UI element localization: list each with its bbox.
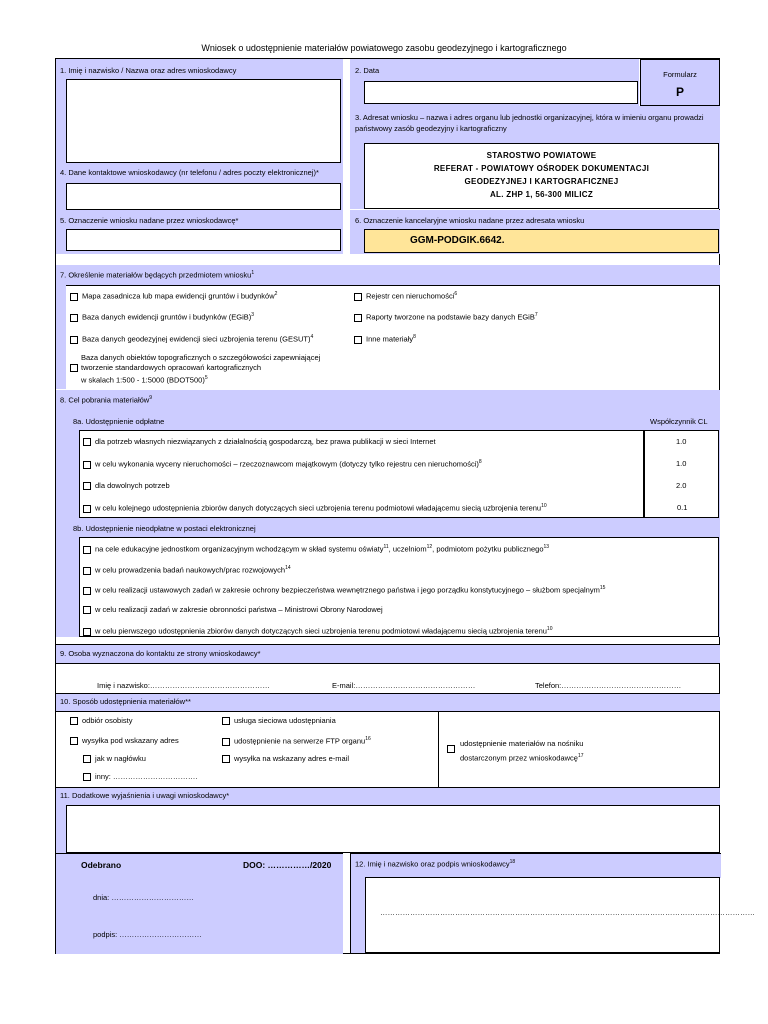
purpose-any-text: dla dowolnych potrzeb <box>95 481 170 490</box>
delivery-media-line-2-text: dostarczonym przez wnioskodawcę <box>460 753 578 763</box>
checkbox[interactable] <box>83 587 91 595</box>
section-11-side <box>56 805 66 853</box>
checkbox[interactable] <box>83 505 91 513</box>
mat-bdot-line-2: tworzenie standardowych opracowań kartograficznych <box>81 363 262 372</box>
received-signature[interactable]: podpis: …………………………… <box>93 930 202 939</box>
purpose-next-text: w celu kolejnego udostępnienia zbiorów danych dotyczących sieci uzbrojenia terenu podmiotowi władającemu siecią uzbrojenia terenu <box>95 503 542 513</box>
checkbox[interactable] <box>83 755 91 763</box>
contact-name-field[interactable]: Imię i nazwisko:………………………………………… <box>97 681 270 690</box>
free-research[interactable] <box>83 565 291 575</box>
checkbox[interactable] <box>83 482 91 490</box>
free-research-sup: 14 <box>285 565 291 571</box>
mat-gesut-sup: 4 <box>310 334 314 340</box>
free-edu-text: na cele edukacyjne jednostkom organizacyjnym wchodzącym w skład systemu oświaty <box>95 544 384 554</box>
free-edu-text-3: , podmiotom pożytku publicznego <box>432 544 544 554</box>
delivery-ftp-sup: 16 <box>365 736 371 742</box>
office-ref-value: GGM-PODGIK.6642. <box>410 235 505 246</box>
checkbox[interactable] <box>83 773 91 781</box>
section-3-label: 3. Adresat wniosku – nazwa i adres organu lub jednostki organizacyjnej, która w imieniu organu prowadzi państwowy zasób geodezyjny i kartograficzny <box>355 113 704 133</box>
form-title: Wniosek o udostępnienie materiałów powiatowego zasobu geodezyjnego i kartograficznego <box>201 43 567 53</box>
addressee-line-2: REFERAT - POWIATOWY OŚRODEK DOKUMENTACJI <box>433 164 650 173</box>
free-edu-sup-3: 13 <box>543 544 550 550</box>
delivery-email-text: wysyłka na wskazany adres e-mail <box>234 754 350 763</box>
delivery-pickup-text: odbiór osobisty <box>82 716 133 725</box>
mat-map[interactable] <box>70 291 277 301</box>
section-8-sup: 9 <box>149 395 152 401</box>
section-7-sup: 1 <box>251 270 255 276</box>
free-security-text: w celu realizacji ustawowych zadań w zakresie ochrony bezpieczeństwa wewnętrznego państwa i jego porządku konstytucyjnego – służbom specjalnym <box>95 585 600 595</box>
free-edu-sup-2: 12 <box>426 544 433 550</box>
purpose-next-sup: 10 <box>541 503 547 509</box>
free-first-sup: 10 <box>546 626 553 632</box>
section-1-label: 1. Imię i nazwisko / Nazwa oraz adres wnioskodawcy <box>60 66 237 75</box>
mat-gesut[interactable] <box>70 334 313 344</box>
section-6-label: 6. Oznaczenie kancelaryjne wniosku nadane przez adresata wniosku <box>355 216 585 225</box>
applicant-ref-field[interactable] <box>66 229 341 251</box>
free-edu-text-2: , uczelniom <box>388 544 427 554</box>
free-defense[interactable] <box>83 605 383 614</box>
mat-inne-text: Inne materiały <box>366 334 414 344</box>
mat-raporty-sup: 7 <box>534 312 538 318</box>
formularz-label: Formularz <box>663 70 697 79</box>
section-7-label-text: 7. Określenie materiałów będących przedmiotem wniosku <box>60 270 252 280</box>
section-12-sup: 18 <box>509 859 516 865</box>
mat-gesut-text: Baza danych geodezyjnej ewidencji sieci uzbrojenia terenu (GESUT) <box>82 334 311 344</box>
mat-raporty[interactable] <box>354 312 538 322</box>
checkbox[interactable] <box>83 461 91 469</box>
delivery-pickup[interactable] <box>70 716 132 725</box>
checkbox[interactable] <box>354 314 362 322</box>
delivery-ftp[interactable] <box>222 736 371 746</box>
cl-value-1: 1.0 <box>676 437 687 446</box>
free-first[interactable] <box>83 626 552 636</box>
delivery-email[interactable] <box>222 754 349 763</box>
addressee-line-1: STAROSTWO POWIATOWE <box>486 151 597 160</box>
mat-bdot-line-3 <box>81 373 320 386</box>
delivery-ftp-text: udostępnienie na serwerze FTP organu <box>234 736 366 746</box>
purpose-valuation-sup: 8 <box>478 459 482 465</box>
section-8-label <box>60 395 152 405</box>
free-edu[interactable] <box>83 544 549 554</box>
section-11-label: 11. Dodatkowe wyjaśnienia i uwagi wnioskodawcy* <box>60 791 230 800</box>
purpose-valuation[interactable] <box>83 459 482 469</box>
purpose-own-text: dla potrzeb własnych niezwiązanych z działalnością gospodarczą, bez prawa publikacji w sieci Internet <box>95 437 436 446</box>
section-7-label <box>60 270 254 280</box>
doo-label: DOO: ……………/2020 <box>243 860 332 870</box>
checkbox[interactable] <box>83 438 91 446</box>
delivery-header-address-text: jak w nagłówku <box>95 754 146 763</box>
addressee-line-3: GEODEZYJNEJ I KARTOGRAFICZNEJ <box>464 177 619 186</box>
mat-egib-text: Baza danych ewidencji gruntów i budynków (EGiB) <box>82 312 252 322</box>
mat-inne-sup: 8 <box>413 334 416 340</box>
section-12-label-text: 12. Imię i nazwisko oraz podpis wnioskodawcy <box>355 859 510 869</box>
free-security-sup: 15 <box>599 585 606 591</box>
cl-value-4: 0.1 <box>677 503 688 512</box>
section-8-label-text: 8. Cel pobrania materiałów <box>60 395 150 405</box>
signature-line: …………………………………………………………………………………………………………………………………… <box>380 908 755 917</box>
checkbox[interactable] <box>70 336 78 344</box>
cl-value-3: 2.0 <box>676 481 687 490</box>
cl-value-2: 1.0 <box>676 459 687 468</box>
free-defense-text: w celu realizacji zadań w zakresie obronności państwa – Ministrowi Obrony Narodowej <box>95 605 383 614</box>
purpose-next[interactable] <box>83 503 547 513</box>
checkbox[interactable] <box>447 745 455 753</box>
delivery-media-sup: 17 <box>577 753 584 759</box>
section-8b-label: 8b. Udostępnienie nieodpłatne w postaci elektronicznej <box>73 524 256 533</box>
received-date[interactable]: dnia: …………………………… <box>93 893 194 902</box>
delivery-header-address[interactable] <box>83 754 146 763</box>
addressee-line-4: AL. ZHP 1, 56-300 MILICZ <box>489 190 594 199</box>
section-4-label: 4. Dane kontaktowe wnioskodawcy (nr telefonu / adres poczty elektronicznej)* <box>60 168 319 177</box>
mat-bdot-sup: 5 <box>204 375 208 381</box>
checkbox[interactable] <box>83 567 91 575</box>
received-label: Odebrano <box>81 860 122 870</box>
delivery-media-checkbox-wrap[interactable] <box>447 744 459 753</box>
delivery-other[interactable] <box>83 772 198 781</box>
delivery-media-line-2 <box>460 750 584 765</box>
checkbox[interactable] <box>83 546 91 554</box>
checkbox[interactable] <box>354 336 362 344</box>
date-field[interactable] <box>364 81 638 104</box>
purpose-own[interactable] <box>83 437 436 446</box>
delivery-web-service-text: usługa sieciowa udostępniania <box>234 716 336 725</box>
section-4-side <box>56 183 66 210</box>
mat-map-sup: 2 <box>274 291 278 297</box>
purpose-valuation-text: w celu wykonania wyceny nieruchomości – rzeczoznawcom majątkowym (dotyczy tylko rejestru cen nieruchomości) <box>95 459 479 469</box>
mat-rcn-text: Rejestr cen nieruchomości <box>366 291 455 301</box>
free-security[interactable] <box>83 585 605 595</box>
mat-map-text: Mapa zasadnicza lub mapa ewidencji gruntów i budynków <box>82 291 275 301</box>
addressee-text <box>364 149 719 201</box>
section-12-label <box>355 859 515 869</box>
remarks-field[interactable] <box>66 805 720 853</box>
section-10-divider <box>438 711 439 787</box>
section-8a-label: 8a. Udostępnienie odpłatne <box>73 417 165 426</box>
formularz-value: P <box>675 85 684 99</box>
mat-egib[interactable] <box>70 312 254 322</box>
mat-rcn[interactable] <box>354 291 457 301</box>
checkbox[interactable] <box>70 293 78 301</box>
mat-egib-sup: 3 <box>251 312 255 318</box>
delivery-web-service[interactable] <box>222 716 336 725</box>
mat-inne[interactable] <box>354 334 416 344</box>
section-9-label: 9. Osoba wyznaczona do kontaktu ze strony wnioskodawcy* <box>60 649 261 658</box>
applicant-name-field[interactable] <box>66 79 341 163</box>
free-research-text: w celu prowadzenia badań naukowych/prac rozwojowych <box>95 565 286 575</box>
section-10-label: 10. Sposób udostępnienia materiałów** <box>60 697 191 706</box>
checkbox[interactable] <box>222 738 230 746</box>
delivery-media-text <box>460 737 584 765</box>
contact-field[interactable] <box>66 183 341 210</box>
delivery-other-text: inny: ……………………………. <box>95 772 198 781</box>
contact-phone-field[interactable]: Telefon:………………………………………… <box>535 681 682 690</box>
mat-bdot-line-3-text: w skalach 1:500 - 1:5000 (BDOT500) <box>81 375 205 385</box>
section-12-side <box>350 877 366 953</box>
cl-column-header: Współczynnik CL <box>650 417 708 426</box>
mat-bdot-text <box>81 353 320 386</box>
mat-bdot-line-1: Baza danych obiektów topograficznych o szczegółowości zapewniającej <box>81 353 321 362</box>
checkbox[interactable] <box>70 314 78 322</box>
checkbox[interactable] <box>70 364 78 372</box>
contact-email-field[interactable]: E-mail:………………………………………… <box>332 681 476 690</box>
section-1-side <box>56 79 66 163</box>
free-first-text: w celu pierwszego udostępnienia zbiorów danych dotyczących sieci uzbrojenia terenu podmiotowi władającemu siecią uzbrojenia terenu <box>95 626 547 636</box>
checkbox[interactable] <box>222 755 230 763</box>
checkbox[interactable] <box>70 737 78 745</box>
section-2-label: 2. Data <box>355 66 380 75</box>
checkbox[interactable] <box>70 717 78 725</box>
checkbox[interactable] <box>83 628 91 636</box>
delivery-post[interactable] <box>70 736 179 745</box>
purpose-any[interactable] <box>83 481 170 490</box>
delivery-post-text: wysyłka pod wskazany adres <box>82 736 179 745</box>
checkbox[interactable] <box>222 717 230 725</box>
free-edu-sup: 11 <box>383 544 389 550</box>
delivery-media-line-1: udostępnienie materiałów na nośniku <box>460 739 584 748</box>
section-5-label: 5. Oznaczenie wniosku nadane przez wnioskodawcę* <box>60 216 239 225</box>
checkbox[interactable] <box>354 293 362 301</box>
mat-raporty-text: Raporty tworzone na podstawie bazy danych EGiB <box>366 312 535 322</box>
section-7-side <box>56 285 66 389</box>
checkbox[interactable] <box>83 606 91 614</box>
mat-rcn-sup: 6 <box>454 291 458 297</box>
